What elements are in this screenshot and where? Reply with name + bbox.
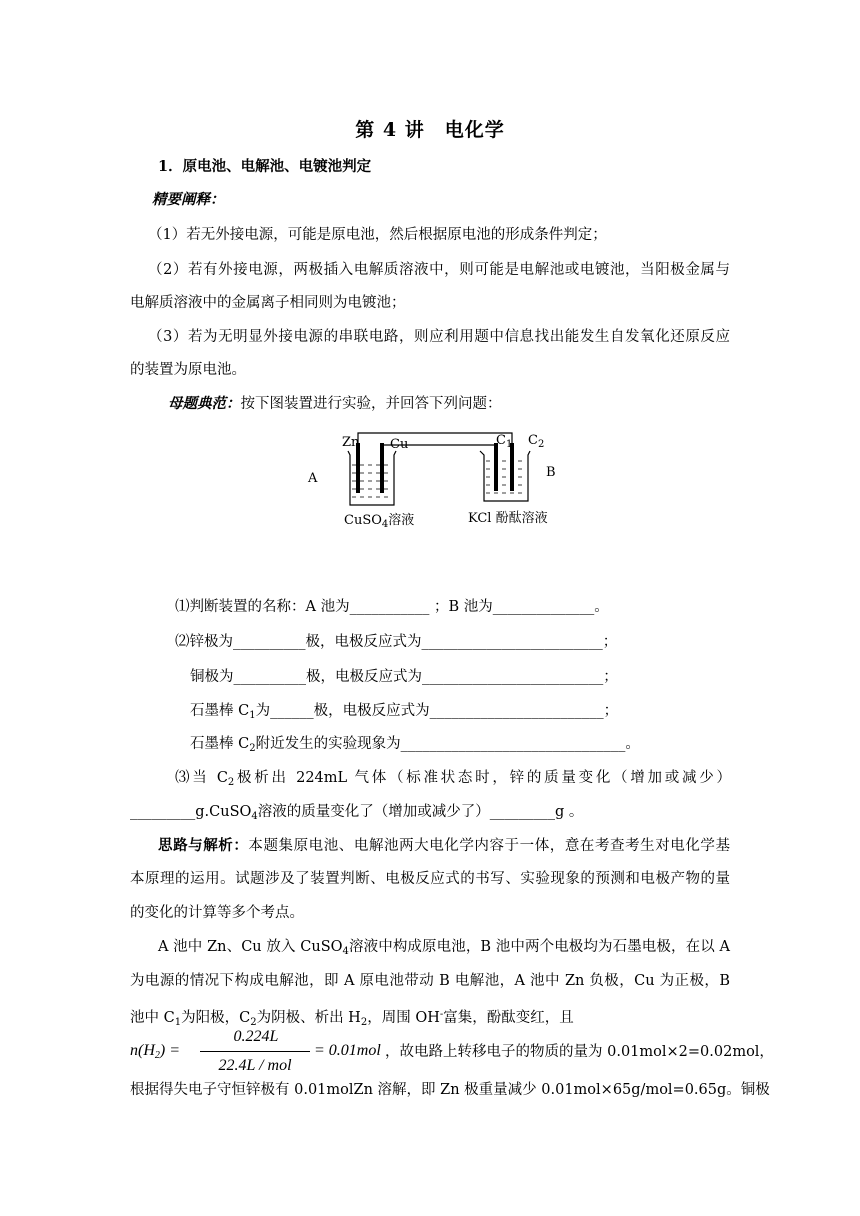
- example-text: 按下图装置进行实验，并回答下列问题：: [240, 396, 502, 412]
- analysis-line-8: 根据得失电子守恒锌极有 0.01molZn 溶解，即 Zn 极重量减少 0.01mol×65g/mol=0.65g。铜极: [130, 1082, 770, 1098]
- formula-numerator: 0.224L: [233, 1028, 279, 1045]
- label-c2: $C_2$: [528, 433, 545, 450]
- cu-electrode: [380, 443, 384, 493]
- question-2b: 铜极为__________极，电极反应式为_________________________；: [190, 669, 618, 685]
- solution-lines-b: [486, 461, 526, 493]
- question-1: ⑴判断装置的名称：A 池为___________ ；B 池为______________。: [175, 599, 609, 615]
- analysis-line-4: A 池中 Zn、Cu 放入 CuSO$_4$溶液中构成原电池，B 池中两个电极均为石墨电极，在以 A: [158, 939, 730, 957]
- example-line: [168, 394, 502, 414]
- analysis-line-5: 为电源的情况下构成电解池，即 A 原电池带动 B 电解池，A 池中 Zn 负极，Cu 为正极，B: [130, 973, 730, 989]
- label-kcl-solution: KCl 酚酞溶液: [468, 511, 548, 526]
- explain-p2b: 电解质溶液中的金属离子相同则为电镀池；: [130, 295, 406, 311]
- page-title: 第 4 讲 电化学: [355, 119, 505, 141]
- analysis-label: 思路与解析：: [158, 837, 249, 854]
- explain-label: 精要阐释：: [152, 191, 225, 208]
- analysis-line-3: 的变化的计算等多个考点。: [130, 905, 304, 921]
- explain-p1: （1）若无外接电源，可能是原电池，然后根据原电池的形成条件判定；: [148, 227, 607, 243]
- section-heading: 1．原电池、电解池、电镀池判定: [158, 158, 372, 175]
- analysis-line-6: 池中 $C_1$为阳极，$C_2$为阴极、析出 $H_2$，周围 OH-富集，酚酞变红，且: [130, 1009, 574, 1028]
- label-c1: $C_1$: [496, 433, 513, 450]
- question-2c: 石墨棒 $C_1$为______极，电极反应式为________________________；: [190, 703, 619, 721]
- example-label: 母题典范：: [168, 395, 241, 412]
- label-cuso4-solution: CuSO$_4$溶液: [344, 513, 415, 530]
- formula-fraction-bar: [200, 1051, 310, 1052]
- label-cu: Cu: [390, 437, 409, 452]
- beaker-b: [480, 451, 530, 501]
- analysis-line-7: ，故电路上转移电子的物质的量为 0.01mol×2=0.02mol，: [385, 1044, 774, 1060]
- analysis-line-2: 本原理的运用。试题涉及了装置判断、电极反应式的书写、实验现象的预测和电极产物的量: [130, 871, 730, 887]
- label-b: B: [546, 465, 556, 480]
- label-a: A: [308, 471, 318, 486]
- question-3a: ⑶当 $C_2$极析出 224mL 气体（标准状态时，锌的质量变化（增加或减少）: [175, 770, 731, 788]
- question-2d: 石墨棒 $C_2$附近发生的实验现象为_______________________________。: [190, 736, 640, 754]
- explain-p3b: 的装置为原电池。: [130, 362, 246, 378]
- formula-lhs: $n(H_2)$ =: [130, 1042, 181, 1061]
- formula-denominator: 22.4L / mol: [218, 1057, 292, 1074]
- explain-p3a: （3）若为无明显外接电源的串联电路，则应利用题中信息找出能发生自发氧化还原反应: [148, 329, 730, 345]
- label-zn: Zn: [342, 435, 360, 450]
- question-3b: _________g.CuSO$_4$溶液的质量变化了（增加或减少了）_________g 。: [130, 804, 584, 822]
- question-2a: ⑵锌极为__________极，电极反应式为_________________________；: [175, 634, 618, 650]
- analysis-line-1: 思路与解析：本题集原电池、电解池两大电化学内容于一体，意在考查考生对电化学基: [158, 837, 730, 854]
- explain-p2a: （2）若有外接电源，两极插入电解质溶液中，则可能是电解池或电镀池，当阳极金属与: [148, 262, 730, 278]
- formula-rhs: = 0.01mol: [314, 1042, 381, 1059]
- electrochem-apparatus-diagram: [300, 425, 570, 535]
